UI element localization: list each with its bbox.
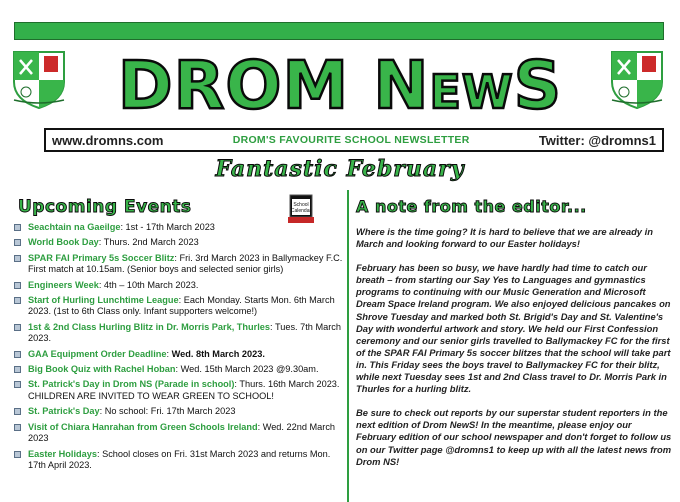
event-separator: : [120, 222, 126, 232]
editor-paragraph: Where is the time going? It is hard to believe that we are already in March and looking forward to our Easter holidays! [356, 226, 653, 250]
event-name: World Book Day [28, 237, 99, 248]
event-name: Start of Hurling Lunchtime League [28, 295, 179, 306]
event-details: No school: Fri. 17th March 2023 [104, 406, 236, 417]
event-name: St. Patrick's Day in Drom NS (Parade in school) [28, 379, 235, 390]
event-separator: : [96, 448, 103, 459]
editor-note-column [356, 190, 672, 480]
bullet-icon [14, 408, 21, 415]
event-item [12, 364, 344, 375]
bullet-icon [14, 297, 21, 304]
masthead-part-2: EW [429, 65, 514, 119]
twitter-handle[interactable]: Twitter: @dromns1 [538, 132, 656, 148]
masthead-title [100, 47, 580, 124]
event-name: Easter Holidays [28, 448, 97, 459]
info-bar [44, 128, 664, 152]
column-divider [347, 190, 349, 502]
event-separator: : [98, 237, 104, 248]
school-calendar-icon [286, 193, 316, 225]
event-name: Engineers Week [28, 279, 99, 290]
editor-paragraph: Be sure to check out reports by our superstar student reporters in the next edition of Drom NewS! In the meantime, please enjoy our February edition of our school newspaper and don't forget to follow us on our Twitter page @dromns1 to keep up with all the latest news from Drom NS! [356, 407, 672, 467]
event-details: 1st - 17th March 2023 [125, 222, 215, 232]
event-details: Thurs. 16th March 2023. CHILDREN ARE INVITED TO WEAR GREEN TO SCHOOL! [28, 379, 340, 401]
bullet-icon [14, 239, 21, 246]
event-item [12, 253, 344, 276]
event-item [12, 237, 344, 248]
event-item [12, 295, 344, 318]
masthead-part-1: DROM N [117, 47, 430, 124]
bullet-icon [14, 451, 21, 458]
school-crest-right [608, 48, 666, 110]
event-separator: : [99, 406, 105, 417]
top-green-bar [14, 22, 664, 40]
event-item [12, 379, 344, 402]
school-crest-left [10, 48, 68, 110]
issue-subtitle: Fantastic February [215, 156, 465, 182]
event-name: Big Book Quiz with Rachel Hoban [28, 364, 176, 375]
events-list [12, 222, 344, 471]
event-name: Visit of Chiara Hanrahan from Green Schools Ireland [28, 421, 258, 432]
event-details: School closes on Fri. 31st March 2023 and returns Mon. 17th April 2023. [28, 448, 331, 470]
event-separator: : [270, 321, 275, 332]
event-name: St. Patrick's Day [28, 406, 100, 417]
event-item [12, 449, 344, 472]
upcoming-events-column [12, 190, 344, 475]
event-details: Tues. 7th March 2023. [28, 321, 341, 344]
bullet-icon [14, 324, 21, 331]
event-deadline: Wed. 8th March 2023. [171, 348, 265, 359]
editor-note-heading: A note from the editor... [356, 197, 587, 216]
event-details: Each Monday. Starts Mon. 6th March 2023. (1st to 6th Class only. Infant supporters welcome!) [28, 295, 335, 317]
event-separator: : [98, 279, 104, 290]
event-separator: : [234, 379, 240, 390]
masthead-part-3: S [513, 47, 563, 124]
bullet-icon [14, 255, 21, 262]
event-item [12, 422, 344, 445]
event-item [12, 406, 344, 417]
event-details: Wed. 15th March 2023 @9.30am. [180, 364, 319, 375]
event-name: GAA Equipment Order Deadline [28, 348, 167, 359]
tagline: DROM'S FAVOURITE SCHOOL NEWSLETTER [232, 134, 470, 146]
bullet-icon [14, 351, 21, 358]
event-details: Thurs. 2nd March 2023 [103, 237, 199, 248]
calendar-label-1: School [293, 202, 309, 208]
event-item [12, 280, 344, 291]
bullet-icon [14, 424, 21, 431]
event-separator: : [175, 364, 181, 375]
website-link[interactable]: www.dromns.com [52, 132, 164, 148]
event-separator: : [178, 295, 184, 306]
event-name: SPAR FAI Primary 5s Soccer Blitz [28, 252, 175, 263]
event-details: Wed. 22nd March 2023 [28, 421, 336, 444]
event-separator: : [166, 348, 172, 359]
event-separator: : [257, 421, 263, 432]
bullet-icon [14, 381, 21, 388]
event-separator: : [174, 252, 180, 263]
event-details: Fri. 3rd March 2023 in Ballymackey F.C. First match at 10.15am. (Senior boys and selected senior girls) [28, 252, 343, 275]
bullet-icon [14, 224, 21, 231]
editor-note-body [356, 226, 672, 468]
event-name: Seachtain na Gaeilge [28, 222, 121, 232]
upcoming-events-heading: Upcoming Events [18, 197, 192, 217]
event-details: 4th – 10th March 2023. [103, 279, 199, 290]
event-item [12, 349, 344, 360]
calendar-label-2: Calendar [290, 208, 312, 214]
bullet-icon [14, 366, 21, 373]
event-name: 1st & 2nd Class Hurling Blitz in Dr. Morris Park, Thurles [28, 321, 270, 332]
bullet-icon [14, 282, 21, 289]
editor-paragraph: February has been so busy, we have hardly had time to catch our breath – from starting our Say Yes to Languages and gymnastics programs to continuing with our Music Generation and Microsoft Dream Space Ireland program. We also enjoyed delicious pancakes on Shrove Tuesday and marked both St. Brigid's Day and St. Valentine's Day with wonderful artwork and story. We held our First Confession ceremony and our senior girls travelled to Ballymackey FC for the first of the SPAR FAI Primary 5s soccer blitzes that the school will take part in. This Friday sees the boys travel to Ballymackey FC for their blitz, while next Tuesday sees 1st and 2nd Class travel to Dr. Morris Park in Thurles for a hurling blitz. [356, 262, 671, 395]
event-item [12, 322, 344, 345]
